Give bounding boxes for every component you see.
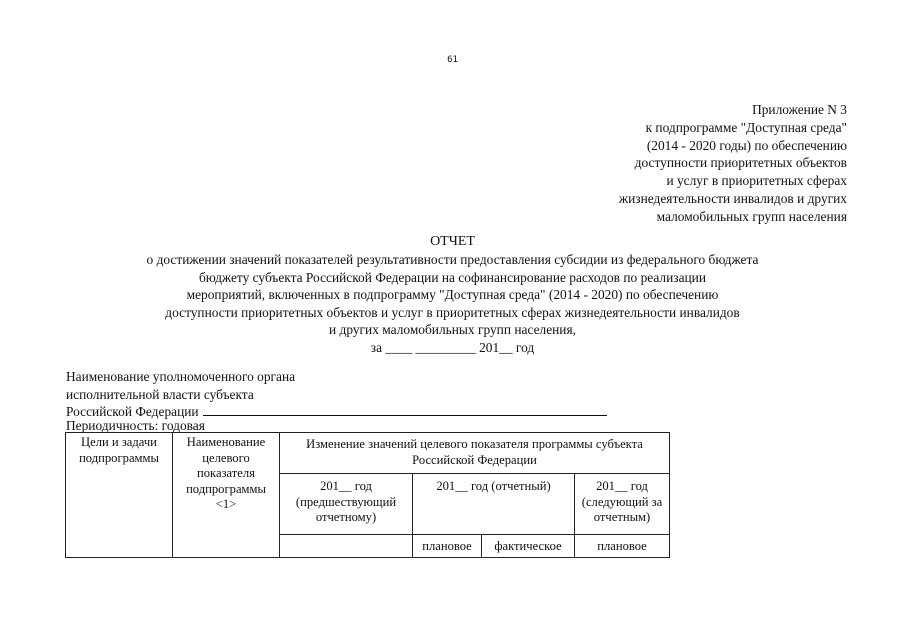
- periodicity: Периодичность: годовая: [66, 418, 205, 433]
- appendix-line: и услуг в приоритетных сферах: [666, 173, 847, 189]
- organization-block: [66, 368, 607, 421]
- subtitle-line: о достижении значений показателей результативности предоставления субсидии из федерального бюджета: [146, 252, 759, 267]
- appendix-header: [619, 101, 847, 226]
- header-goals: Цели и задачи подпрограммы: [66, 433, 173, 558]
- organization-name-field[interactable]: [203, 403, 607, 416]
- appendix-line: доступности приоритетных объектов: [634, 155, 847, 171]
- header-change: Изменение значений целевого показателя программы субъекта Российской Федерации: [280, 433, 670, 474]
- sub-empty: [280, 534, 413, 557]
- sub-actual: фактическое: [482, 534, 575, 557]
- appendix-line: Приложение N 3: [752, 102, 847, 117]
- appendix-line: маломобильных групп населения: [656, 208, 847, 224]
- sub-planned-next: плановое: [575, 534, 670, 557]
- subtitle-line: и других маломобильных групп населения,: [329, 322, 576, 338]
- report-subtitle: [0, 251, 905, 357]
- subtitle-line: доступности приоритетных объектов и услуг в приоритетных сферах жизнедеятельности инвалидов: [165, 304, 740, 320]
- org-line: исполнительной власти субъекта: [66, 386, 254, 402]
- org-line: Российской Федерации: [66, 404, 199, 420]
- header-report-year: 201__ год (отчетный): [413, 474, 575, 534]
- subtitle-line: бюджету субъекта Российской Федерации на софинансирование расходов по реализации: [198, 269, 707, 285]
- page-number: 61: [447, 55, 458, 65]
- appendix-line: (2014 - 2020 годы) по обеспечению: [646, 137, 847, 153]
- report-table: [65, 432, 670, 558]
- header-next-year: 201__ год (следующий за отчетным): [575, 474, 670, 534]
- sub-planned: плановое: [413, 534, 482, 557]
- subtitle-line: мероприятий, включенных в подпрограмму "Доступная среда" (2014 - 2020) по обеспечению: [186, 287, 719, 303]
- header-indicator: Наименование целевого показателя подпрограммы <1>: [173, 433, 280, 558]
- report-title: ОТЧЕТ: [430, 234, 475, 249]
- org-line: Наименование уполномоченного органа: [66, 369, 296, 384]
- report-period-line: за ____ _________ 201__ год: [370, 339, 535, 355]
- table-header-row: [66, 433, 670, 474]
- appendix-line: к подпрограмме "Доступная среда": [645, 119, 847, 135]
- header-prev-year: 201__ год (предшествующий отчетному): [280, 474, 413, 534]
- appendix-line: жизнедеятельности инвалидов и других: [618, 190, 847, 206]
